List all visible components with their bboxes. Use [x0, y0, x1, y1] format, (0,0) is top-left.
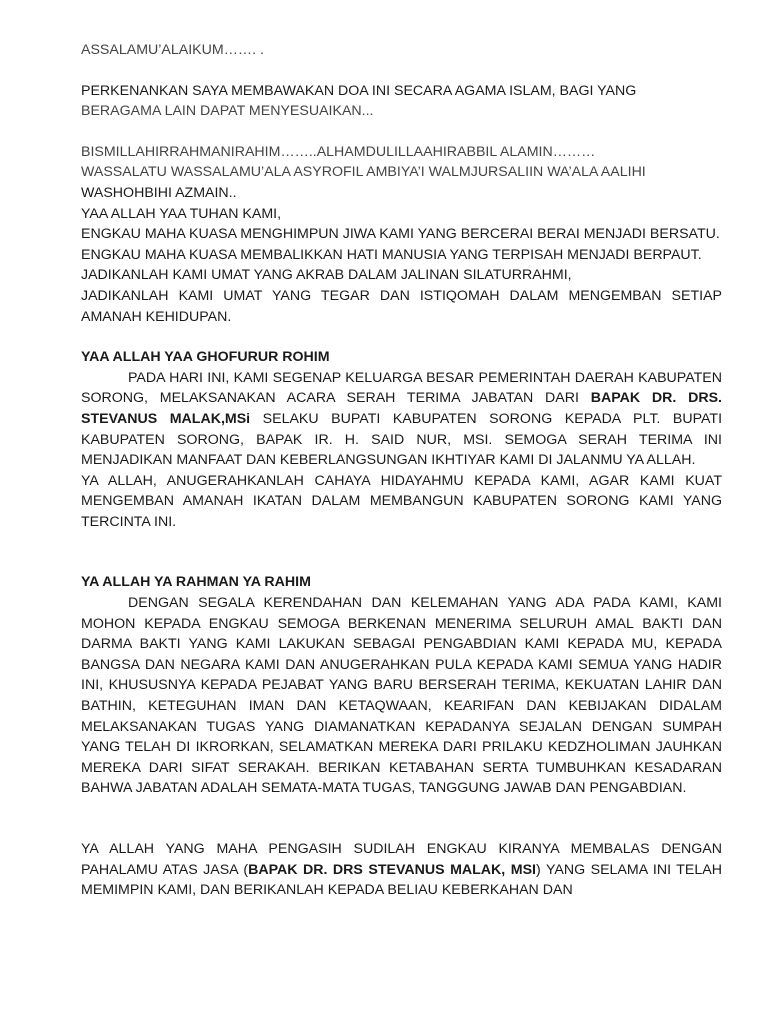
- section-ghofurur: [81, 347, 722, 532]
- wassalatu-line: WASSALATU WASSALAMU’ALA ASYROFIL AMBIYA’I WALMJURSALIIN WA’ALA AALIHI: [81, 164, 646, 181]
- section-heading: YAA ALLAH YAA GHOFURUR ROHIM: [81, 349, 330, 366]
- section-pengasih: [81, 839, 722, 901]
- paragraph-text: ) YANG SELAMA INI TELAH MEMIMPIN KAMI, DAN BERIKANLAH KEPADA BELIAU KEBERKAHAN DAN: [81, 861, 722, 899]
- opening-line-4: JADIKANLAH KAMI UMAT YANG AKRAB DALAM JALINAN SILATURRAHMI,: [81, 267, 572, 284]
- spacer: [81, 61, 722, 81]
- paragraph-text: SELAKU BUPATI KABUPATEN SORONG KEPADA PLT. BUPATI KABUPATEN SORONG, BAPAK IR. H. SAID NUR, MSI. SEMOGA SERAH TERIMA INI MENJADIKAN MANFAAT DAN KEBERLANGSUNGAN IKHTIYAR KAMI DI JALANMU YA ALLAH.: [81, 410, 723, 469]
- opening-line-1: YAA ALLAH YAA TUHAN KAMI,: [81, 205, 282, 222]
- paragraph-text: YA ALLAH YANG MAHA PENGASIH SUDILAH ENGKAU KIRANYA MEMBALAS DENGAN PAHALAMU ATAS JASA (: [81, 841, 722, 878]
- bold-name: BAPAK DR. DRS STEVANUS MALAK, MSI: [248, 861, 536, 878]
- section-paragraph: YA ALLAH, ANUGERAHKANLAH CAHAYA HIDAYAHMU KEPADA KAMI, AGAR KAMI KUAT MENGEMBAN AMANAH IKATAN DALAM MEMBANGUN KABUPATEN SORONG KAMI YANG TERCINTA INI.: [81, 472, 722, 530]
- opening-paragraph-3: ENGKAU MAHA KUASA MEMBALIKKAN HATI MANUSIA YANG TERPISAH MENJADI BERPAUT.: [81, 246, 702, 263]
- section-paragraph: [81, 368, 722, 471]
- intro-line-1: PERKENANKAN SAYA MEMBAWAKAN DOA INI SECARA AGAMA ISLAM, BAGI YANG: [81, 82, 637, 99]
- section-rahman: [81, 572, 722, 799]
- section-heading: YA ALLAH YA RAHMAN YA RAHIM: [81, 574, 311, 591]
- opening-block: [81, 142, 722, 327]
- spacer: [81, 532, 722, 572]
- spacer: [81, 799, 722, 839]
- spacer: [81, 327, 722, 347]
- section-paragraph: [81, 839, 722, 901]
- washohbihi-line: WASHOHBIHI AZMAIN..: [81, 184, 237, 201]
- spacer: [81, 122, 722, 142]
- greeting: ASSALAMU’ALAIKUM……. .: [81, 42, 264, 58]
- bismillah-line: BISMILLAHIRRAHMANIRAHIM……..ALHAMDULILLAAHIRABBIL ALAMIN………: [81, 143, 596, 160]
- section-paragraph: DENGAN SEGALA KERENDAHAN DAN KELEMAHAN YANG ADA PADA KAMI, KAMI MOHON KEPADA ENGKAU SEMOGA BERKENAN MENERIMA SELURUH AMAL BAKTI DAN DARMA BAKTI YANG KAMI LAKUKAN SEBAGAI PENGABDIAN KAMI KEPADA MU, KEPADA BANGSA DAN NEGARA KAMI DAN ANUGERAHKAN PULA KEPADA KAMI SEMUA YANG HADIR INI, KHUSUSNYA KEPADA PEJABAT YANG BARU BERSERAH TERIMA, KEKUATAN LAHIR DAN BATHIN, KETEGUHAN IMAN DAN KETAQWAAN, KEARIFAN DAN KEBIJAKAN DIDALAM MELAKSANAKAN TUGAS YANG DIAMANATKAN KEPADANYA SEJALAN DENGAN SUMPAH YANG TELAH DI IKRORKAN, SELAMATKAN MEREKA DARI PRILAKU KEDZHOLIMAN JAUHKAN MEREKA DARI SIFAT SERAKAH. BERIKAN KETABAHAN SERTA TUMBUHKAN KESADARAN BAHWA JABATAN ADALAH SEMATA-MATA TUGAS, TANGGUNG JAWAB DAN PENGABDIAN.: [81, 595, 722, 797]
- opening-paragraph-5: JADIKANLAH KAMI UMAT YANG TEGAR DAN ISTIQOMAH DALAM MENGEMBAN SETIAP AMANAH KEHIDUPAN.: [81, 287, 722, 325]
- intro-line-2: BERAGAMA LAIN DAPAT MENYESUAIKAN...: [81, 103, 374, 120]
- paragraph-text: PADA HARI INI, KAMI SEGENAP KELUARGA BESAR PEMERINTAH DAERAH KABUPATEN SORONG, MELAKSANAKAN ACARA SERAH TERIMA JABATAN DARI: [81, 369, 722, 407]
- bold-name: BAPAK DR. DRS. STEVANUS MALAK,MSi: [81, 390, 722, 427]
- opening-paragraph-2: ENGKAU MAHA KUASA MENGHIMPUN JIWA KAMI YANG BERCERAI BERAI MENJADI BERSATU.: [81, 226, 720, 243]
- intro-paragraph: [81, 81, 722, 122]
